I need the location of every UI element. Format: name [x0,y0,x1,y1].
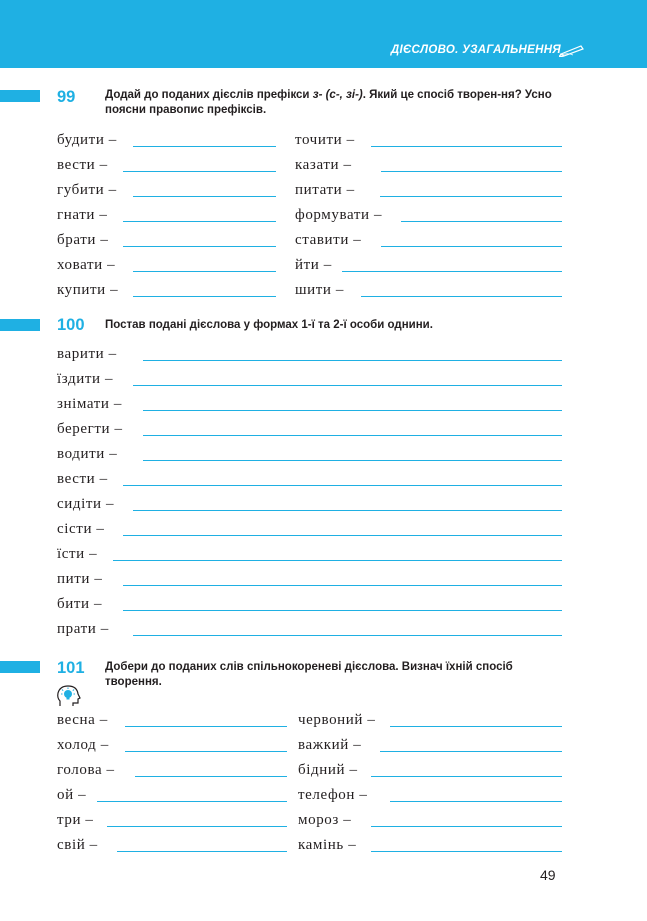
ex101-right-3-word: телефон – [298,787,368,803]
exercise-101-marker [0,661,40,673]
ex100-4-answer-line[interactable] [143,460,562,461]
ex99-right-6-word: шити – [295,282,345,298]
ex100-11-row [57,621,562,641]
ex100-8-answer-line[interactable] [113,560,562,561]
ex101-left-0-answer-line[interactable] [125,726,287,727]
ex101-left-1-answer-line[interactable] [125,751,287,752]
ex99-right-3-word: формувати – [295,207,383,223]
ex101-left-3-row [57,787,287,807]
ex99-right-5-word: йти – [295,257,332,273]
ex99-left-0-answer-line[interactable] [133,146,276,147]
ex100-8-word: їсти – [57,546,98,562]
ex101-left-1-row [57,737,287,757]
ex99-right-2-row [295,182,562,202]
ex101-left-3-answer-line[interactable] [97,801,287,802]
ex100-1-row [57,371,562,391]
exercise-101-instruction: Добери до поданих слів спільнокореневі дієслова. Визнач їхній спосіб творення. [105,661,513,688]
ex100-7-answer-line[interactable] [123,535,562,536]
ex99-left-4-row [57,232,276,252]
ex100-10-row [57,596,562,616]
ex101-left-3-word: ой – [57,787,87,803]
ex100-0-answer-line[interactable] [143,360,562,361]
ex101-left-0-word: весна – [57,712,108,728]
ex99-left-5-word: ховати – [57,257,116,273]
ex99-right-4-answer-line[interactable] [381,246,562,247]
ex101-right-1-row [298,737,562,757]
ex100-2-answer-line[interactable] [143,410,562,411]
ex99-left-2-row [57,182,276,202]
ex101-right-5-answer-line[interactable] [371,851,562,852]
ex100-6-row [57,496,562,516]
ex99-right-4-row [295,232,562,252]
ex99-left-4-word: брати – [57,232,109,248]
ex101-right-5-row [298,837,562,857]
ex99-left-1-answer-line[interactable] [123,171,276,172]
ex100-9-word: пити – [57,571,103,587]
ex99-right-0-answer-line[interactable] [371,146,562,147]
ex99-right-0-word: точити – [295,132,355,148]
ex100-0-word: варити – [57,346,117,362]
ex100-9-answer-line[interactable] [123,585,562,586]
ex99-right-2-word: питати – [295,182,355,198]
ex99-left-6-answer-line[interactable] [133,296,276,297]
ex101-left-5-answer-line[interactable] [117,851,287,852]
ex100-3-answer-line[interactable] [143,435,562,436]
ex100-11-answer-line[interactable] [133,635,562,636]
exercise-101-number: 101 [57,659,85,677]
ex101-right-2-answer-line[interactable] [371,776,562,777]
ex100-0-row [57,346,562,366]
ex99-left-5-answer-line[interactable] [133,271,276,272]
ex99-left-3-answer-line[interactable] [123,221,276,222]
ex100-8-row [57,546,562,566]
ex100-10-answer-line[interactable] [123,610,562,611]
ex99-right-4-word: ставити – [295,232,362,248]
ex100-6-answer-line[interactable] [133,510,562,511]
ex101-right-5-word: камінь – [298,837,357,853]
ex101-right-1-answer-line[interactable] [380,751,562,752]
lightbulb-head-icon [56,684,82,708]
ex100-2-row [57,396,562,416]
ex100-7-word: сісти – [57,521,105,537]
header-title: ДІЄСЛОВО. УЗАГАЛЬНЕННЯ [390,44,561,56]
ex99-left-4-answer-line[interactable] [123,246,276,247]
ex101-right-2-row [298,762,562,782]
ex100-10-word: бити – [57,596,103,612]
exercise-99-number: 99 [57,88,76,106]
ex100-6-word: сидіти – [57,496,115,512]
ex99-left-3-word: гнати – [57,207,108,223]
ex101-left-0-row [57,712,287,732]
ex99-right-6-row [295,282,562,302]
ex101-right-0-word: червоний – [298,712,376,728]
page-header [0,0,647,68]
ex101-right-3-row [298,787,562,807]
ex99-right-2-answer-line[interactable] [380,196,562,197]
ex99-right-5-row [295,257,562,277]
ex101-left-2-answer-line[interactable] [135,776,287,777]
ex101-right-4-word: мороз – [298,812,352,828]
ex99-right-1-word: казати – [295,157,352,173]
ex99-left-1-row [57,157,276,177]
ex100-3-row [57,421,562,441]
exercise-99-marker [0,90,40,102]
ex101-right-4-answer-line[interactable] [371,826,562,827]
ex99-left-2-word: губити – [57,182,117,198]
ex99-left-3-row [57,207,276,227]
ex100-2-word: знімати – [57,396,123,412]
ex99-left-0-word: будити – [57,132,117,148]
ex100-3-word: берегти – [57,421,123,437]
ex100-1-answer-line[interactable] [133,385,562,386]
ex101-left-1-word: холод – [57,737,109,753]
ex101-left-4-answer-line[interactable] [107,826,287,827]
ex100-5-row [57,471,562,491]
exercise-100-marker [0,319,40,331]
ex99-right-3-answer-line[interactable] [401,221,562,222]
ex100-7-row [57,521,562,541]
exercise-100-instruction: Постав подані дієслова у формах 1-ї та 2-ї особи однини. [105,319,433,331]
exercise-100-number: 100 [57,316,85,334]
ex99-right-0-row [295,132,562,152]
ex99-right-6-answer-line[interactable] [361,296,562,297]
ex99-left-6-row [57,282,276,302]
ex99-right-1-row [295,157,562,177]
ex101-left-5-row [57,837,287,857]
pen-icon [559,43,585,57]
page-number: 49 [540,867,556,883]
ex99-right-3-row [295,207,562,227]
ex99-left-1-word: вести – [57,157,108,173]
ex101-left-5-word: свій – [57,837,98,853]
ex99-left-6-word: купити – [57,282,119,298]
ex101-right-1-word: важкий – [298,737,362,753]
ex101-left-2-row [57,762,287,782]
ex100-11-word: прати – [57,621,109,637]
ex101-right-2-word: бідний – [298,762,358,778]
ex101-right-4-row [298,812,562,832]
ex99-left-2-answer-line[interactable] [133,196,276,197]
ex100-4-word: водити – [57,446,118,462]
ex101-left-4-word: три – [57,812,94,828]
ex101-right-3-answer-line[interactable] [390,801,562,802]
ex99-right-1-answer-line[interactable] [381,171,562,172]
exercise-99-instruction: Додай до поданих дієслів префікси з- (с-, зі-). Який це спосіб творен-ня? Усно поясни правопис префіксів. [105,89,552,116]
ex100-5-answer-line[interactable] [123,485,562,486]
ex99-left-0-row [57,132,276,152]
ex100-4-row [57,446,562,466]
ex101-left-4-row [57,812,287,832]
ex101-right-0-row [298,712,562,732]
ex101-left-2-word: голова – [57,762,115,778]
ex99-left-5-row [57,257,276,277]
ex101-right-0-answer-line[interactable] [390,726,562,727]
ex99-right-5-answer-line[interactable] [342,271,562,272]
ex100-5-word: вести – [57,471,108,487]
ex100-9-row [57,571,562,591]
ex100-1-word: їздити – [57,371,114,387]
